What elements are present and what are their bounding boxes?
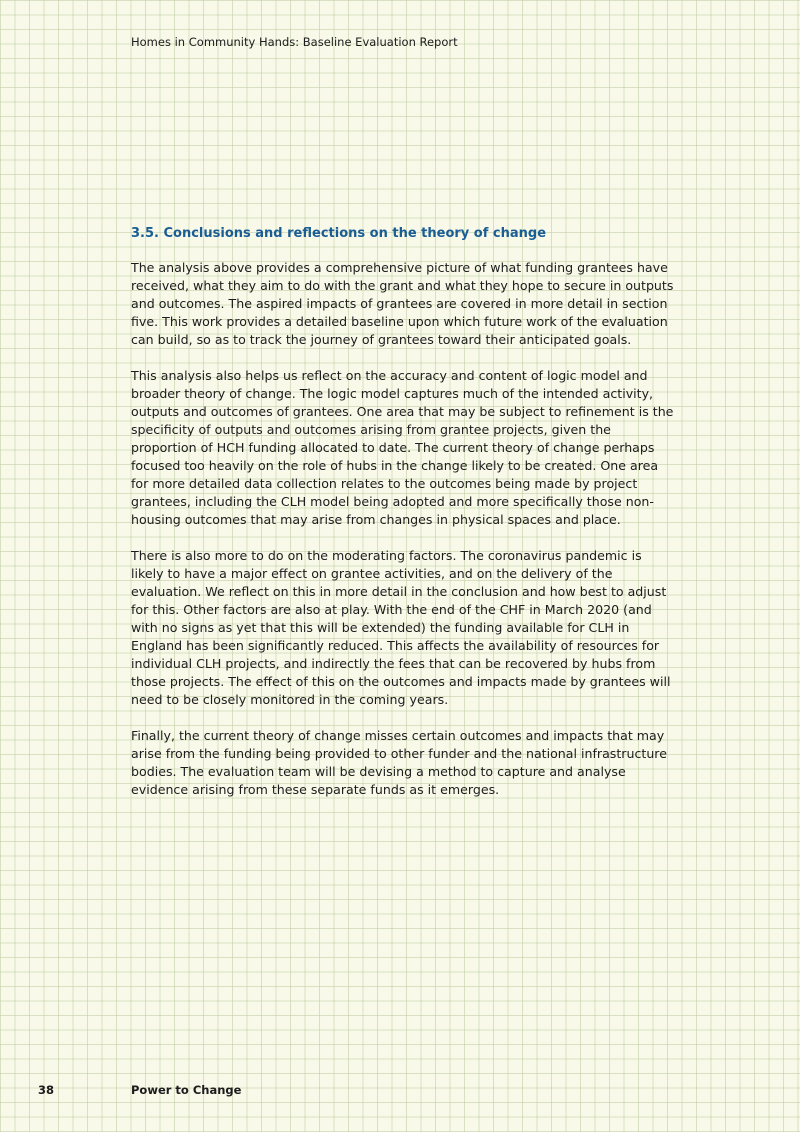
footer-page-number: 38: [38, 1083, 55, 1097]
section-heading: 3.5. Conclusions and reflections on the theory of change: [131, 226, 547, 241]
paragraph-1: The analysis above provides a comprehensive picture of what funding grantees have received, what they aim to do with the grant and what they hope to secure in outputs and outcomes. The aspired impacts of grantees are covered in more detail in section five. This work provides a detailed baseline upon which future work of the evaluation can build, so as to track the journey of grantees toward their anticipated goals.: [131, 260, 674, 347]
section-conclusions: [131, 226, 676, 817]
paragraph-3: There is also more to do on the moderating factors. The coronavirus pandemic is likely to have a major effect on grantee activities, and on the delivery of the evaluation. We reflect on this in more detail in the conclusion and how best to adjust for this. Other factors are also at play. With the end of the CHF in March 2020 (and with no signs as yet that this will be extended) the funding available for CLH in England has been significantly reduced. This affects the availability of resources for individual CLH projects, and indirectly the fees that can be recovered by hubs from those projects. The effect of this on the outcomes and impacts made by grantees will need to be closely monitored in the coming years.: [131, 548, 671, 707]
paragraph-2: This analysis also helps us reflect on the accuracy and content of logic model and broader theory of change. The logic model captures much of the intended activity, outputs and outcomes of grantees. One area that may be subject to refinement is the specificity of outputs and outcomes arising from grantee projects, given the proportion of HCH funding allocated to date. The current theory of change perhaps focused too heavily on the role of hubs in the change likely to be created. One area for more detailed data collection relates to the outcomes being made by project grantees, including the CLH model being adopted and more specifically those non-housing outcomes that may arise from changes in physical spaces and place.: [131, 368, 674, 527]
paragraph-4: Finally, the current theory of change misses certain outcomes and impacts that may arise from the funding being provided to other funder and the national infrastructure bodies. The evaluation team will be devising a method to capture and analyse evidence arising from these separate funds as it emerges.: [131, 728, 667, 797]
running-header-title: Homes in Community Hands: Baseline Evaluation Report: [131, 35, 458, 49]
footer-brand: Power to Change: [131, 1083, 242, 1097]
